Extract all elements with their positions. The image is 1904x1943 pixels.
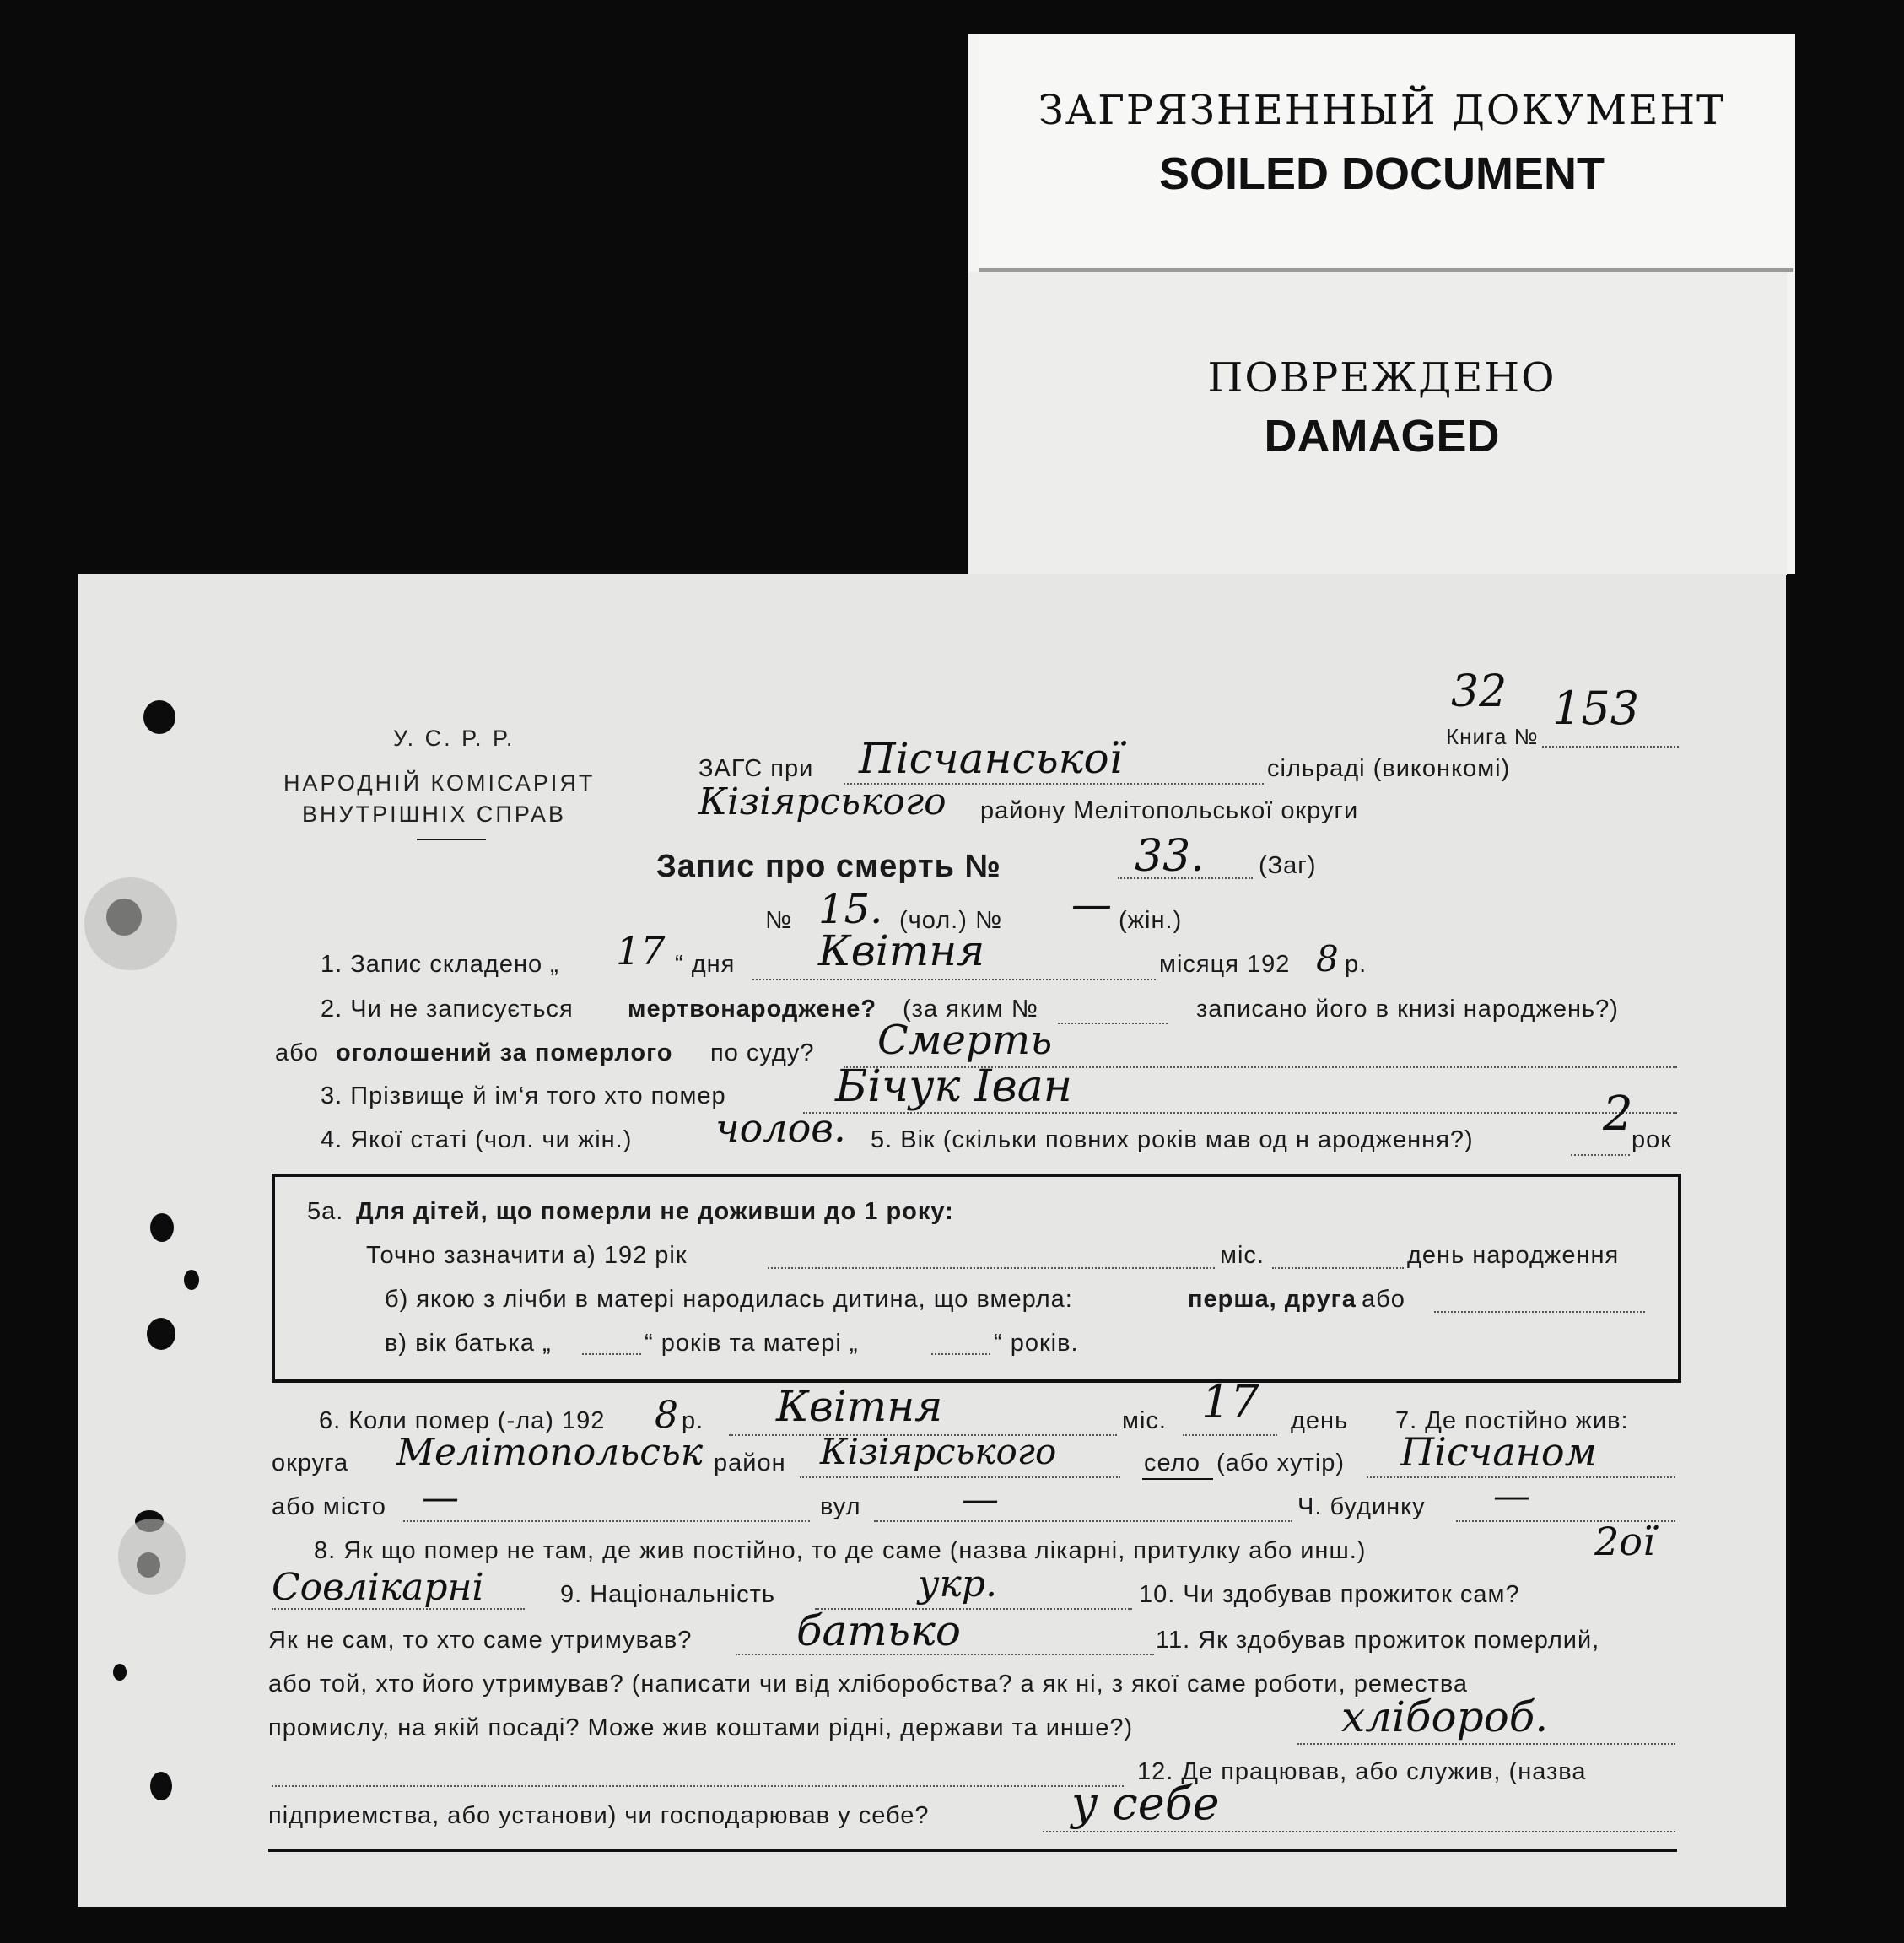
field-2-label: 2. Чи не записується bbox=[321, 996, 574, 1023]
village-council-name: Пісчанської bbox=[859, 734, 1123, 783]
dotted-line bbox=[1542, 746, 1679, 748]
punch-hole bbox=[150, 1772, 172, 1800]
field-12-label: 12. Де працював, або служив, (назва bbox=[1137, 1758, 1587, 1785]
vul-value: — bbox=[962, 1478, 999, 1521]
field-5a-number: 5а. bbox=[307, 1198, 344, 1225]
deceased-sex: чолов. bbox=[715, 1105, 846, 1151]
place-suffix: 2ої bbox=[1594, 1519, 1655, 1564]
field-5-unit: рок bbox=[1632, 1126, 1672, 1153]
bottom-rule bbox=[268, 1849, 1677, 1852]
dotted-line bbox=[1272, 1267, 1404, 1269]
field-1-label: 1. Запис складено „ bbox=[321, 951, 559, 978]
field-3-label: 3. Прізвище й ім‘я того хто помер bbox=[321, 1082, 726, 1109]
nationality-value: укр. bbox=[918, 1562, 997, 1606]
dotted-line bbox=[1297, 1743, 1675, 1745]
dotted-line bbox=[1058, 1023, 1168, 1024]
label-slip-fold bbox=[979, 268, 1793, 272]
commissariat-heading: НАРОДНІЙ КОМІСАРІЯТ bbox=[283, 770, 596, 796]
selo-value: Пісчаном bbox=[1400, 1429, 1597, 1475]
field-5a-father-age: в) вік батька „ bbox=[385, 1330, 552, 1357]
death-month: Квітня bbox=[776, 1382, 943, 1431]
khutir-label: (або хутір) bbox=[1216, 1449, 1346, 1476]
female-number: — bbox=[1071, 881, 1112, 928]
dotted-line bbox=[1434, 1311, 1645, 1313]
damaged-label-ru: ПОВРЕЖДЕНО bbox=[1207, 354, 1556, 402]
punch-hole bbox=[150, 1213, 174, 1242]
record-month: Квітня bbox=[818, 926, 985, 975]
soiled-label-ru: ЗАГРЯЗНЕННЫЙ ДОКУМЕНТ bbox=[1038, 87, 1726, 134]
male-number: 15. bbox=[818, 886, 883, 933]
field-5a-heading: Для дітей, що померли не доживши до 1 року: bbox=[356, 1198, 954, 1225]
misto-value: — bbox=[422, 1476, 459, 1519]
workplace-value: у себе bbox=[1071, 1777, 1220, 1830]
field-1-day: “ дня bbox=[675, 951, 736, 978]
deceased-name: Бічук Іван bbox=[835, 1061, 1072, 1112]
death-day: 17 bbox=[1201, 1375, 1259, 1428]
field-5a-or: або bbox=[1362, 1286, 1405, 1313]
dotted-line bbox=[736, 1654, 1154, 1655]
dotted-line bbox=[272, 1608, 525, 1610]
book-number: 153 bbox=[1552, 682, 1640, 735]
death-year-digit: 8 bbox=[655, 1394, 678, 1437]
dotted-line bbox=[403, 1520, 810, 1522]
field-1-year: р. bbox=[1345, 951, 1367, 978]
budynok-label: Ч. будинку bbox=[1297, 1493, 1426, 1520]
field-11-line3: промислу, на якій посаді? Може жив коштами рідні, держави та инше?) bbox=[268, 1714, 1134, 1741]
death-place: Совлікарні bbox=[272, 1566, 484, 1609]
court-answer: Смерть bbox=[877, 1017, 1053, 1064]
field-2-number: (за яким № bbox=[903, 996, 1038, 1023]
field-5a-day: день народження bbox=[1407, 1242, 1620, 1269]
dotted-line bbox=[768, 1267, 1215, 1269]
selo-label: село bbox=[1144, 1449, 1201, 1476]
raion-label: району Мелітопольської округи bbox=[980, 797, 1359, 824]
field-2-birthbook: записано його в книзі народжень?) bbox=[1196, 996, 1619, 1023]
damaged-label-en: DAMAGED bbox=[1264, 411, 1500, 461]
budynok-value: — bbox=[1493, 1475, 1530, 1518]
header-rule bbox=[417, 839, 486, 840]
field-7-label: 7. Де постійно жив: bbox=[1395, 1407, 1629, 1434]
field-6-month: міс. bbox=[1122, 1407, 1167, 1434]
female-label: (жін.) bbox=[1119, 907, 1183, 934]
okruga-value: Мелітопольськ bbox=[396, 1431, 704, 1474]
stain bbox=[84, 877, 177, 970]
field-5a-date: Точно зазначити а) 192 рік bbox=[366, 1242, 688, 1269]
raion-value: Кізіярського bbox=[820, 1431, 1057, 1472]
field-2-declared: оголошений за померлого bbox=[336, 1039, 673, 1066]
okruga-label: округа bbox=[272, 1449, 349, 1476]
field-11-line2: або той, хто його утримував? (написати чи від хліборобства? а як ні, з якої саме роботи, ремества bbox=[268, 1670, 1469, 1697]
selo-underline bbox=[1142, 1478, 1213, 1480]
book-label: Книга № bbox=[1446, 724, 1539, 749]
dotted-line bbox=[1043, 1831, 1675, 1832]
field-5a-order: б) якою з лічби в матері народилась дитина, що вмерла: bbox=[385, 1286, 1073, 1313]
field-5a-month: міс. bbox=[1220, 1242, 1265, 1269]
ussr-heading: У. С. Р. Р. bbox=[393, 726, 515, 751]
field-1-month: місяця 192 bbox=[1159, 951, 1291, 978]
commissariat-heading-2: ВНУТРІШНІХ СПРАВ bbox=[302, 801, 567, 827]
dotted-line bbox=[874, 1520, 1292, 1522]
field-4-label: 4. Якої статі (чол. чи жін.) bbox=[321, 1126, 633, 1153]
record-title: Запис про смерть № bbox=[656, 849, 1001, 884]
raion-field-label: район bbox=[714, 1449, 786, 1476]
no-label: № bbox=[765, 907, 793, 934]
field-9-label: 9. Національність bbox=[560, 1581, 776, 1608]
field-5a-years: “ років. bbox=[994, 1330, 1079, 1357]
record-year-digit: 8 bbox=[1316, 938, 1339, 980]
field-2-or: або bbox=[275, 1039, 319, 1066]
dotted-line bbox=[582, 1353, 641, 1355]
field-12-line2: підприемства, або установи) чи господарював у себе? bbox=[268, 1802, 930, 1829]
field-10-label: 10. Чи здобував прожиток сам? bbox=[1139, 1581, 1520, 1608]
dotted-line bbox=[752, 979, 1156, 980]
dotted-line bbox=[1571, 1154, 1630, 1156]
raion-name: Кізіярського bbox=[698, 780, 947, 823]
dotted-line bbox=[931, 1353, 990, 1355]
punch-hole bbox=[113, 1664, 127, 1681]
dotted-line bbox=[800, 1476, 1120, 1478]
dotted-line bbox=[803, 1112, 1677, 1114]
dotted-line bbox=[1183, 1434, 1277, 1436]
field-6-year: р. bbox=[682, 1407, 704, 1434]
dotted-line bbox=[1118, 877, 1253, 879]
field-5a-mother-age: “ років та матері „ bbox=[645, 1330, 859, 1357]
zag-label: (Заг) bbox=[1259, 852, 1317, 879]
punch-hole bbox=[184, 1270, 199, 1290]
male-label: (чол.) № bbox=[899, 907, 1003, 934]
zags-label: ЗАГС при bbox=[698, 755, 814, 782]
book-number-top: 32 bbox=[1451, 667, 1508, 717]
vul-label: вул bbox=[820, 1493, 861, 1520]
stain bbox=[118, 1519, 186, 1595]
field-6-day: день bbox=[1291, 1407, 1349, 1434]
field-5a-first-second: перша, друга bbox=[1188, 1286, 1357, 1313]
selradi-label: сільраді (виконкомі) bbox=[1267, 755, 1511, 782]
record-day: 17 bbox=[616, 928, 666, 974]
misto-label: або місто bbox=[272, 1493, 386, 1520]
supporter-value: батько bbox=[796, 1606, 961, 1655]
field-5-label: 5. Вік (скільки повних років мав од н ародження?) bbox=[871, 1126, 1474, 1153]
deceased-age: 2 bbox=[1603, 1087, 1633, 1142]
punch-hole bbox=[147, 1318, 175, 1350]
soiled-label-en: SOILED DOCUMENT bbox=[1158, 148, 1605, 199]
field-2-court: по суду? bbox=[710, 1039, 815, 1066]
field-2-stillborn: мертвонароджене? bbox=[628, 996, 877, 1023]
field-6-label: 6. Коли помер (-ла) 192 bbox=[319, 1407, 606, 1434]
occupation-value: хлібороб. bbox=[1341, 1692, 1549, 1741]
dotted-line bbox=[272, 1785, 1124, 1787]
field-8-label: 8. Як що помер не там, де жив постійно, то де саме (назва лікарні, притулку або инш.) bbox=[314, 1537, 1367, 1564]
record-number: 33. bbox=[1135, 831, 1205, 882]
punch-hole bbox=[143, 700, 175, 734]
field-11-label: 11. Як здобував прожиток померлий, bbox=[1156, 1627, 1600, 1654]
field-10-supporter-label: Як не сам, то хто саме утримував? bbox=[268, 1627, 693, 1654]
